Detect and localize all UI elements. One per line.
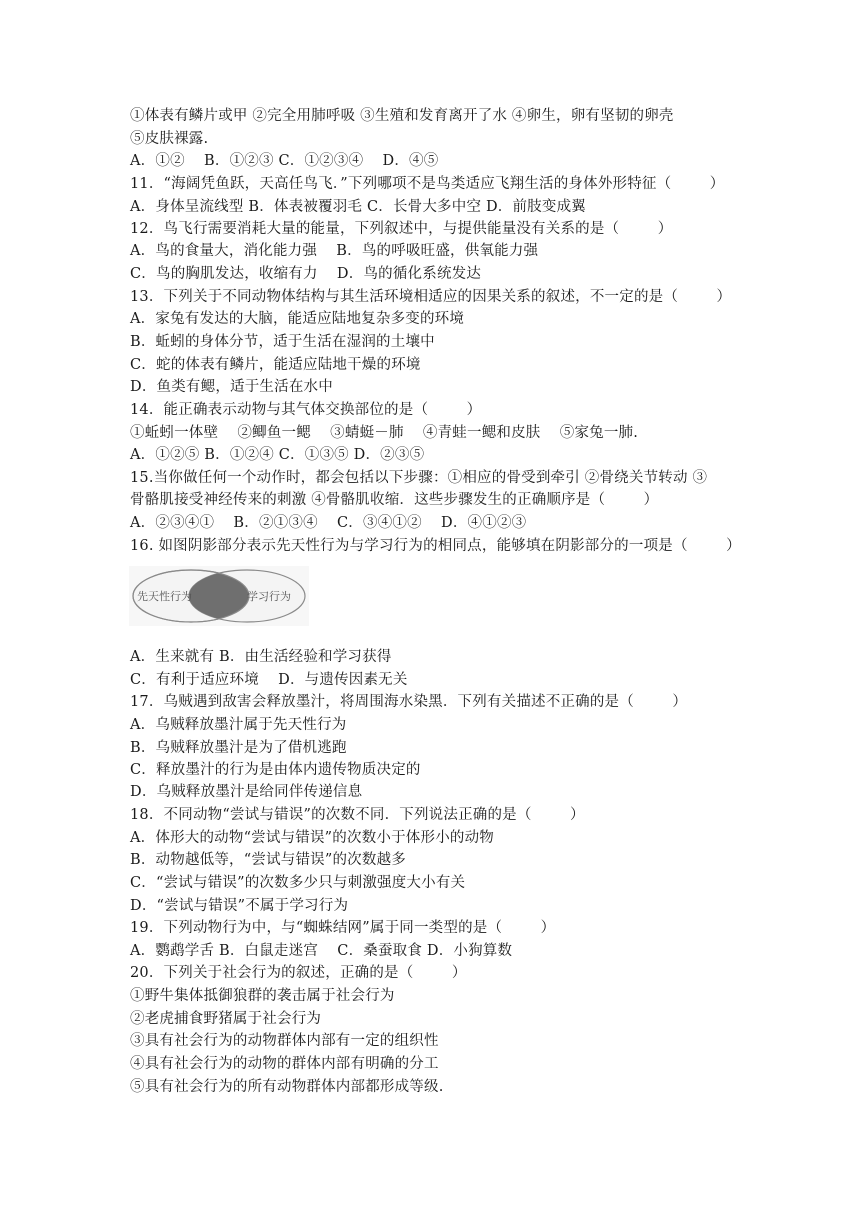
- text-line: 15.当你做任何一个动作时，都会包括以下步骤：①相应的骨受到牵引 ②骨绕关节转动 ③: [130, 470, 708, 486]
- text-line: 19．下列动物行为中，与“蜘蛛结网”属于同一类型的是（ ）: [130, 920, 556, 936]
- text-line: B．动物越低等，“尝试与错误”的次数越多: [130, 852, 406, 868]
- text-line: ②老虎捕食野猪属于社会行为: [130, 1011, 322, 1027]
- text-line: B．蚯蚓的身体分节，适于生活在湿润的土壤中: [130, 334, 435, 350]
- text-line: ①蚯蚓一体壁 ②鲫鱼一鳃 ③蜻蜓－肺 ④青蛙一鳃和皮肤 ⑤家兔一肺.: [130, 425, 639, 441]
- text-line: C．有利于适应环境 D．与遗传因素无关: [130, 672, 408, 688]
- venn-diagram: [129, 566, 309, 626]
- text-line: A．①②⑤ B．①②④ C．①③⑤ D．②③⑤: [130, 447, 425, 463]
- text-line: ⑤皮肤裸露.: [130, 131, 209, 147]
- text-line: ①体表有鳞片或甲 ②完全用肺呼吸 ③生殖和发育离开了水 ④卵生，卵有坚韧的卵壳: [130, 108, 674, 124]
- text-line: C．鸟的胸肌发达，收缩有力 D．鸟的循化系统发达: [130, 266, 482, 282]
- text-line: D．乌贼释放墨汁是给同伴传递信息: [130, 784, 363, 800]
- text-line: B．乌贼释放墨汁是为了借机逃跑: [130, 740, 347, 756]
- text-line: A．生来就有 B．由生活经验和学习获得: [130, 649, 392, 665]
- text-line: A．乌贼释放墨汁属于先天性行为: [130, 717, 347, 733]
- text-line: 12．鸟飞行需要消耗大量的能量，下列叙述中，与提供能量没有关系的是（ ）: [130, 221, 673, 237]
- text-line: D．鱼类有鳃，适于生活在水中: [130, 379, 333, 395]
- venn-left-label: 先天性行为: [137, 590, 192, 603]
- text-line: ⑤具有社会行为的所有动物群体内部都形成等级.: [130, 1079, 444, 1095]
- text-line: 13．下列关于不同动物体结构与其生活环境相适应的因果关系的叙述，不一定的是（ ）: [130, 289, 732, 305]
- text-line: A．身体呈流线型 B．体表被覆羽毛 C．长骨大多中空 D．前肢变成翼: [130, 199, 586, 215]
- text-line: 11．“海阔凭鱼跃，天高任鸟飞．”下列哪项不是鸟类适应飞翔生活的身体外形特征（ ）: [130, 176, 725, 192]
- text-line: 骨骼肌接受神经传来的刺激 ④骨骼肌收缩．这些步骤发生的正确顺序是（ ）: [130, 492, 659, 508]
- text-line: 16. 如图阴影部分表示先天性行为与学习行为的相同点，能够填在阴影部分的一项是（ ）: [130, 538, 741, 554]
- text-line: 20．下列关于社会行为的叙述，正确的是（ ）: [130, 965, 467, 981]
- text-line: 17．乌贼遇到敌害会释放墨汁，将周围海水染黑．下列有关描述不正确的是（ ）: [130, 694, 688, 710]
- text-line: A．鸟的食量大，消化能力强 B．鸟的呼吸旺盛，供氧能力强: [130, 243, 539, 259]
- text-line: C．“尝试与错误”的次数多少只与刺激强度大小有关: [130, 875, 466, 891]
- text-line: ①野牛集体抵御狼群的袭击属于社会行为: [130, 988, 395, 1004]
- text-line: 14．能正确表示动物与其气体交换部位的是（ ）: [130, 402, 482, 418]
- text-line: ④具有社会行为的动物的群体内部有明确的分工: [130, 1056, 439, 1072]
- text-line: 18．不同动物“尝试与错误”的次数不同．下列说法正确的是（ ）: [130, 807, 585, 823]
- text-line: A．②③④① B．②①③④ C．③④①② D．④①②③: [130, 515, 527, 531]
- venn-right-label: 学习行为: [247, 590, 291, 603]
- text-line: A．①② B．①②③ C．①②③④ D．④⑤: [130, 153, 439, 169]
- text-line: A．体形大的动物“尝试与错误”的次数小于体形小的动物: [130, 830, 494, 846]
- text-line: A．家兔有发达的大脑，能适应陆地复杂多变的环境: [130, 311, 465, 327]
- text-line: C．蛇的体表有鳞片，能适应陆地干燥的环境: [130, 357, 421, 373]
- text-line: C．释放墨汁的行为是由体内遗传物质决定的: [130, 762, 421, 778]
- text-line: D．“尝试与错误”不属于学习行为: [130, 898, 349, 914]
- text-line: ③具有社会行为的动物群体内部有一定的组织性: [130, 1033, 439, 1049]
- venn-diagram-svg: [129, 566, 309, 626]
- text-line: A．鹦鹉学舌 B．白鼠走迷宫 C．桑蚕取食 D．小狗算数: [130, 943, 513, 959]
